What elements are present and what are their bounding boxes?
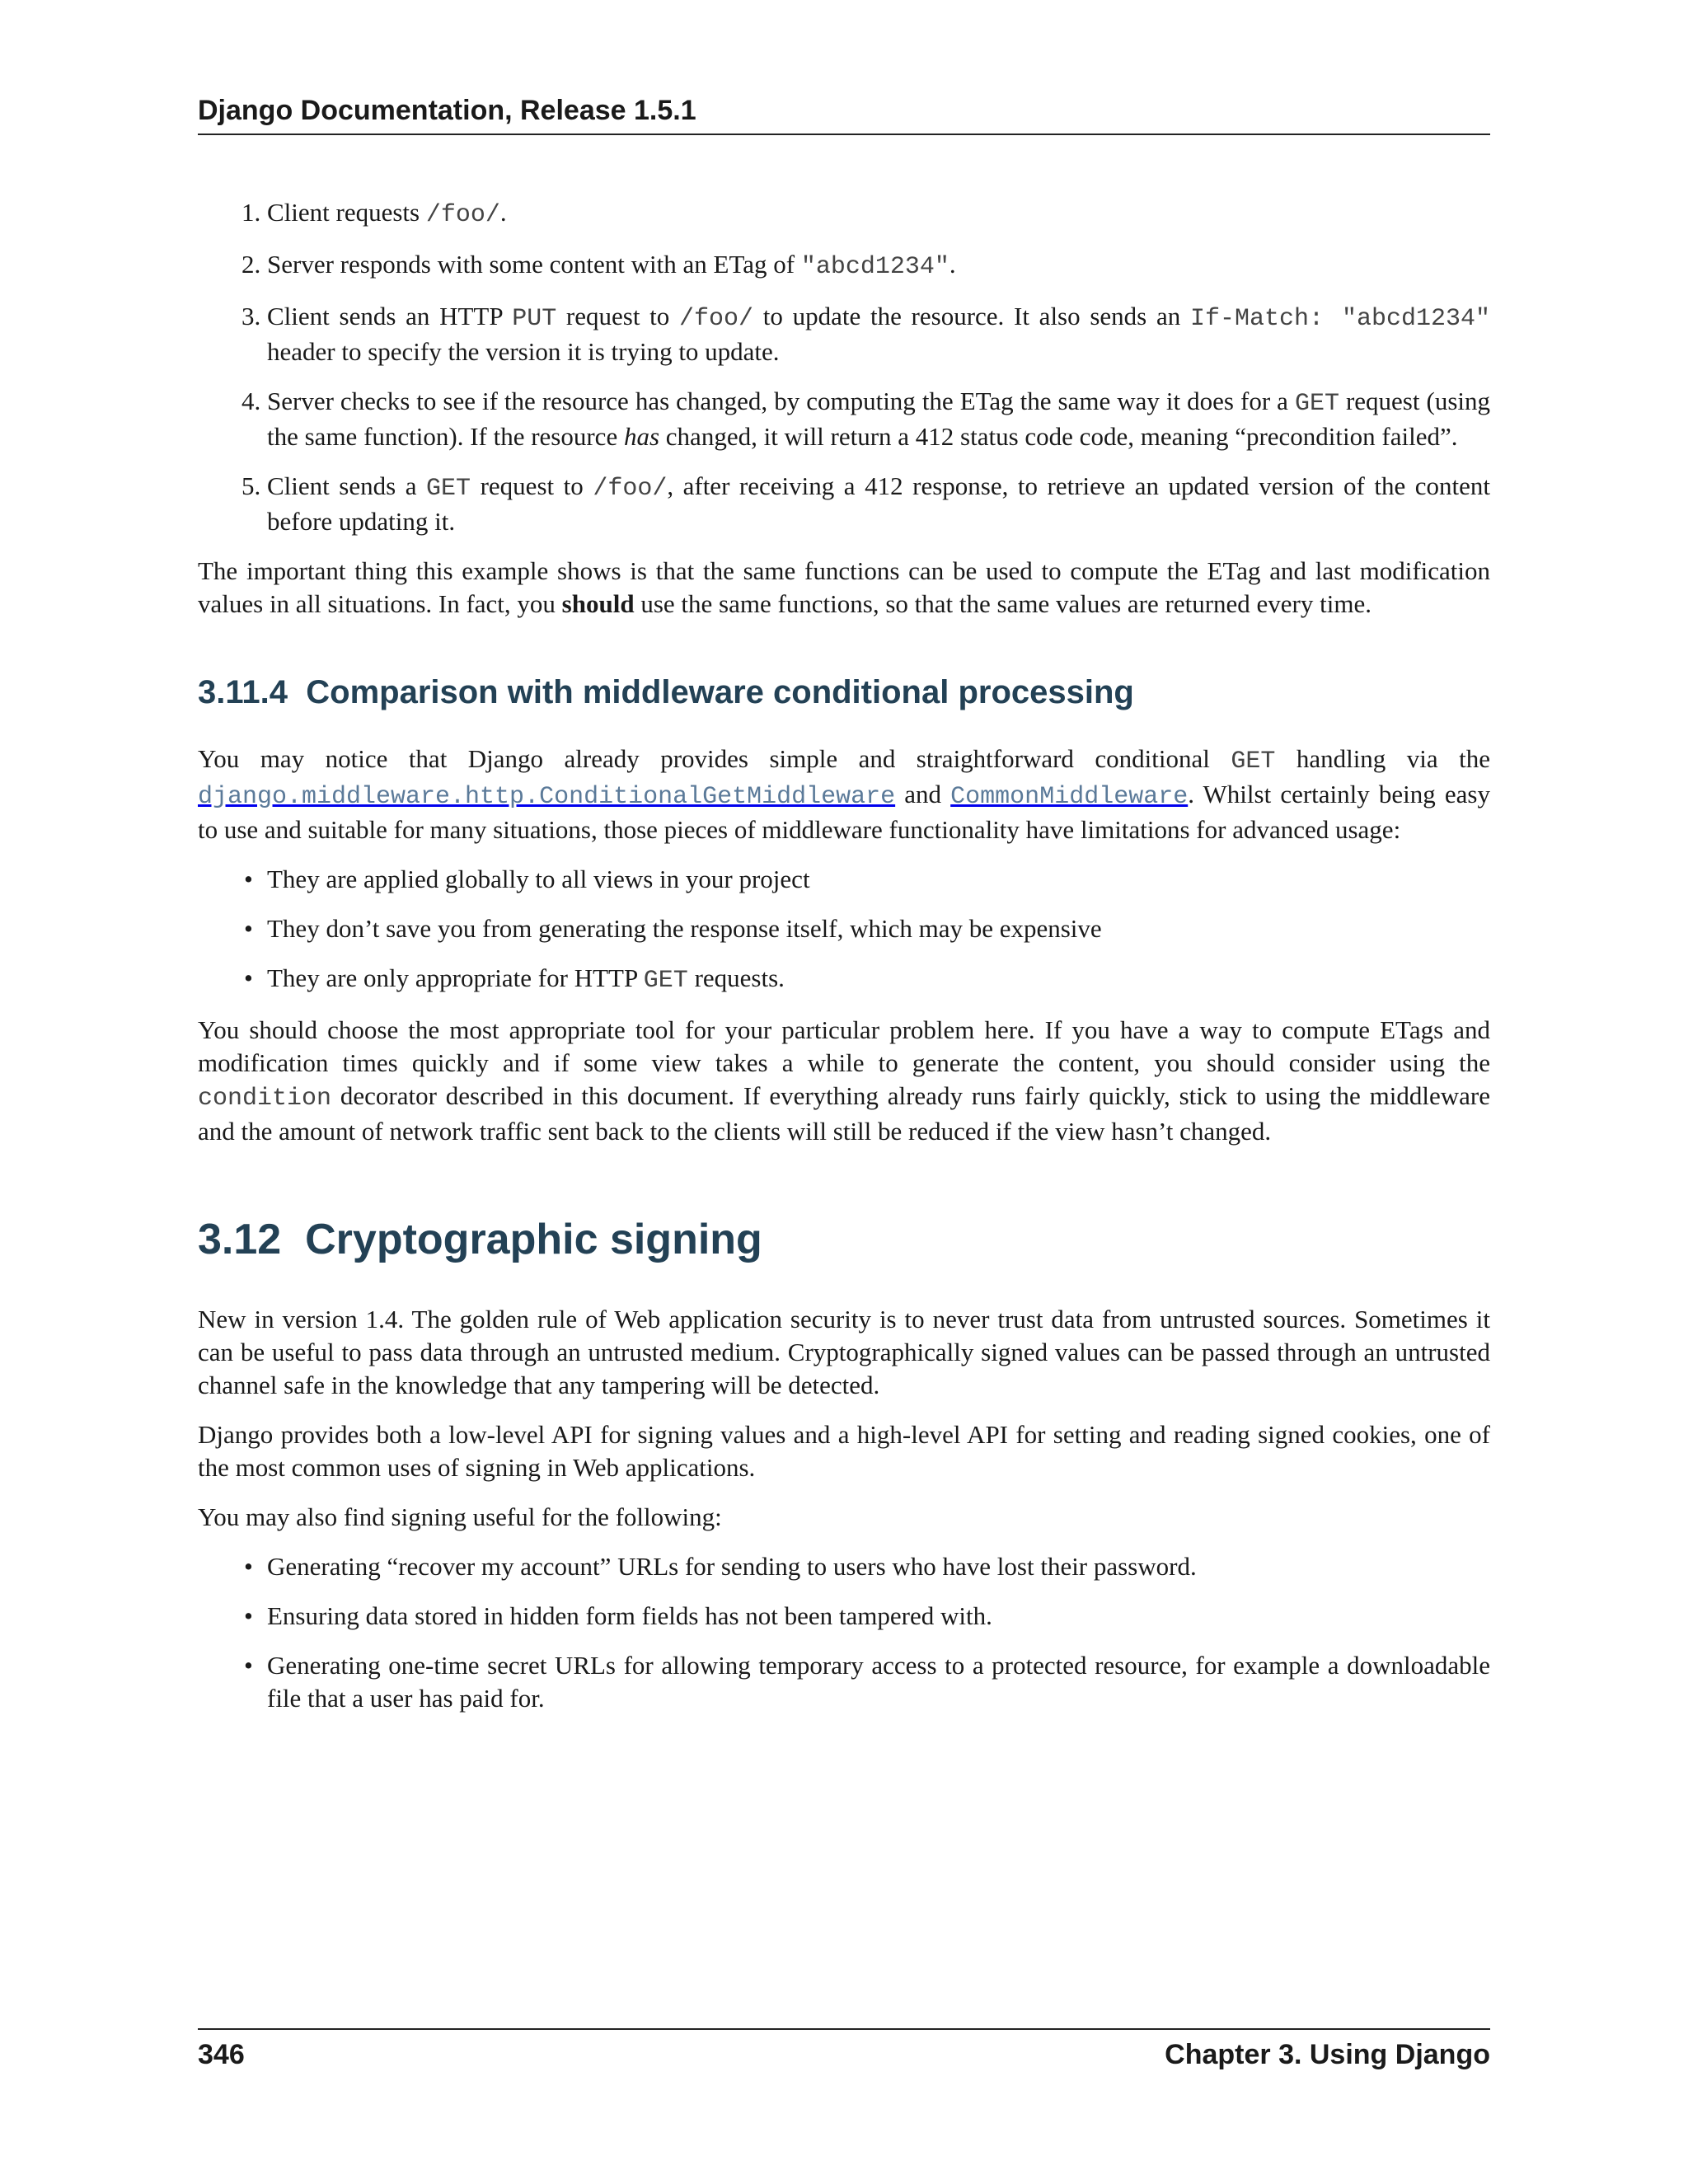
paragraph: You may also find signing useful for the following:	[198, 1502, 722, 1531]
signing-uses-list	[198, 1550, 1490, 1715]
page-footer	[198, 2028, 1490, 2073]
section-heading-3-11-4: 3.11.4 Comparison with middleware conditional processing	[198, 674, 1134, 710]
common-middleware-link[interactable]: CommonMiddleware	[950, 783, 1189, 811]
list-item: • Generating “recover my account” URLs for sending to users who have lost their password.	[267, 1550, 1490, 1583]
list-item: 4. Server checks to see if the resource has changed, by computing the ETag the same way it does for a GET request (using the same function). If the resource has changed, it will return a 412 status code code, meaning “precondition failed”.	[267, 385, 1490, 453]
list-item: • Ensuring data stored in hidden form fields has not been tampered with.	[267, 1600, 1490, 1633]
paragraph: Django provides both a low-level API for signing values and a high-level API for setting and reading signed cookies, one of the most common uses of signing in Web applications.	[198, 1420, 1490, 1482]
list-item: • They are applied globally to all views in your project	[267, 863, 1490, 896]
list-item: • They don’t save you from generating the response itself, which may be expensive	[267, 912, 1490, 945]
paragraph: New in version 1.4. The golden rule of Web application security is to never trust data from untrusted sources. Sometimes it can be useful to pass data through an untrusted medium. Cryptographically signed values can be passed through an untrusted channel safe in the knowledge that any tampering will be detected.	[198, 1305, 1490, 1399]
list-item: 3. Client sends an HTTP PUT request to /foo/ to update the resource. It also sends an If-Match: "abcd1234" header to specify the version it is trying to update.	[267, 300, 1490, 368]
paragraph: You may notice that Django already provides simple and straightforward conditional GET handling via the django.middleware.http.ConditionalGetMiddleware and CommonMiddleware. Whilst certainly being easy to use and suitable for many situations, those pieces of middleware functionality have limitations for advanced usage:	[198, 744, 1490, 844]
etag-steps-list	[198, 196, 1490, 538]
paragraph: You should choose the most appropriate tool for your particular problem here. If you have a way to compute ETags and modification times quickly and if some view takes a while to generate the content, you should consider using the condition decorator described in this document. If everything already runs fairly quickly, stick to using the middleware and the amount of network traffic sent back to the clients will still be reduced if the view hasn’t changed.	[198, 1015, 1490, 1146]
paragraph: The important thing this example shows is that the same functions can be used to compute the ETag and last modification values in all situations. In fact, you should use the same functions, so that the same values are returned every time.	[198, 556, 1490, 618]
list-item: 5. Client sends a GET request to /foo/, after receiving a 412 response, to retrieve an updated version of the content before updating it.	[267, 470, 1490, 538]
list-item: • They are only appropriate for HTTP GET requests.	[267, 962, 1490, 997]
chapter-title: Chapter 3. Using Django	[1165, 2039, 1490, 2070]
limitations-list	[198, 863, 1490, 997]
page-number: 346	[198, 2039, 245, 2070]
list-item: 1. Client requests /foo/.	[267, 196, 1490, 232]
page-body	[198, 196, 1490, 1732]
conditional-get-middleware-link[interactable]: django.middleware.http.ConditionalGetMiddleware	[198, 783, 896, 811]
list-item: 2. Server responds with some content with an ETag of "abcd1234".	[267, 248, 1490, 284]
running-header: Django Documentation, Release 1.5.1	[198, 92, 1490, 135]
list-item: • Generating one-time secret URLs for allowing temporary access to a protected resource, for example a downloadable file that a user has paid for.	[267, 1649, 1490, 1715]
section-heading-3-12: 3.12 Cryptographic signing	[198, 1216, 762, 1263]
